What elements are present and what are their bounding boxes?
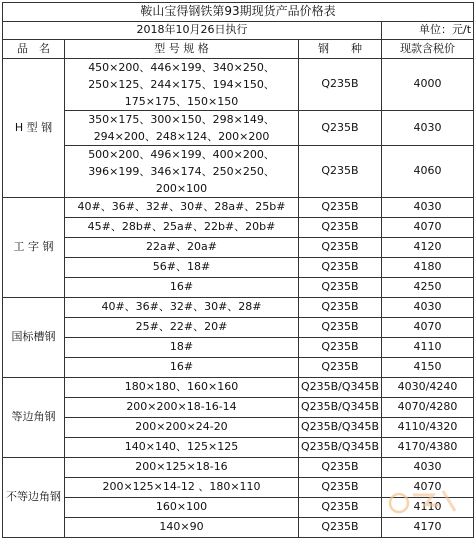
spec-line: 18# [169, 340, 194, 354]
header-category: 品 名 [3, 40, 65, 59]
price-cell: 4110 [382, 498, 474, 518]
spec-cell [65, 438, 299, 458]
grade-cell: Q235B [299, 358, 382, 378]
table-row [3, 398, 474, 418]
spec-cell [65, 298, 299, 318]
spec-cell [65, 498, 299, 518]
spec-cell [65, 338, 299, 358]
grade-cell: Q235B [299, 478, 382, 498]
category-name: 工 字 钢 [3, 198, 65, 298]
spec-cell [65, 198, 299, 218]
price-cell: 4110 [382, 338, 474, 358]
table-row [3, 418, 474, 438]
spec-line: 56#、18# [152, 260, 211, 274]
title-row [3, 3, 474, 22]
grade-cell: Q235B [299, 146, 382, 198]
spec-cell [65, 398, 299, 418]
header-row [3, 40, 474, 59]
spec-cell [65, 378, 299, 398]
grade-cell: Q235B [299, 218, 382, 238]
grade-cell: Q235B [299, 111, 382, 146]
price-cell: 4120 [382, 238, 474, 258]
price-cell: 4000 [382, 59, 474, 111]
spec-line: 40#、36#、32#、30#、28# [101, 300, 262, 314]
grade-cell: Q235B/Q345B [299, 418, 382, 438]
table-title: 鞍山宝得钢铁第93期现货产品价格表 [3, 3, 474, 22]
spec-cell [65, 238, 299, 258]
spec-cell [65, 478, 299, 498]
spec-cell [65, 218, 299, 238]
spec-line: 200×125×18-16 [135, 460, 228, 474]
spec-cell [65, 111, 299, 146]
grade-cell: Q235B [299, 298, 382, 318]
spec-line: 140×140、125×125 [124, 440, 239, 454]
price-cell: 4070/4280 [382, 398, 474, 418]
table-row [3, 258, 474, 278]
spec-cell [65, 458, 299, 478]
grade-cell: Q235B/Q345B [299, 398, 382, 418]
table-row [3, 146, 474, 198]
spec-cell [65, 278, 299, 298]
spec-line: 40#、36#、32#、30#、28a#、25b# [77, 200, 286, 214]
header-price: 现款含税价 [382, 40, 474, 59]
table-row [3, 111, 474, 146]
table-row [3, 218, 474, 238]
grade-cell: Q235B [299, 318, 382, 338]
spec-line: 175×175、150×150 [124, 95, 239, 108]
header-spec: 型 号 规 格 [65, 40, 299, 59]
price-cell: 4030 [382, 298, 474, 318]
spec-line: 396×199、346×174、250×250、 [88, 165, 275, 178]
spec-line: 450×200、446×199、340×250、 [88, 61, 275, 74]
spec-line: 180×180、160×160 [124, 380, 239, 394]
spec-cell [65, 418, 299, 438]
price-cell: 4110/4320 [382, 418, 474, 438]
spec-line: 140×90 [159, 520, 204, 534]
table-row [3, 59, 474, 111]
grade-cell: Q235B/Q345B [299, 438, 382, 458]
table-row [3, 198, 474, 218]
table-row [3, 498, 474, 518]
grade-cell: Q235B [299, 258, 382, 278]
spec-line: 250×125、244×175、194×150、 [88, 78, 275, 91]
price-cell: 4070 [382, 478, 474, 498]
price-cell: 4070 [382, 218, 474, 238]
price-cell: 4170/4380 [382, 438, 474, 458]
grade-cell: Q235B/Q345B [299, 378, 382, 398]
grade-cell: Q235B [299, 458, 382, 478]
category-name: 不等边角钢 [3, 458, 65, 538]
spec-line: 500×200、496×199、400×200、 [88, 148, 275, 161]
grade-cell: Q235B [299, 278, 382, 298]
spec-line: 294×200、248×124、200×200 [93, 130, 270, 143]
price-cell: 4030/4240 [382, 378, 474, 398]
price-cell: 4070 [382, 318, 474, 338]
spec-cell [65, 59, 299, 111]
table-row [3, 278, 474, 298]
table-row [3, 458, 474, 478]
price-cell: 4170 [382, 518, 474, 538]
table-row [3, 478, 474, 498]
price-cell: 4030 [382, 458, 474, 478]
unit-label: 单位：元/t [382, 22, 474, 40]
header-grade: 钢 种 [299, 40, 382, 59]
price-table [2, 2, 474, 538]
price-cell: 4150 [382, 358, 474, 378]
table-row [3, 338, 474, 358]
table-row [3, 358, 474, 378]
category-name: 国标槽钢 [3, 298, 65, 378]
effective-date: 2018年10月26日执行 [3, 22, 382, 40]
spec-line: 200×125×14-12 、180×110 [102, 480, 261, 494]
spec-line: 160×100 [155, 500, 208, 514]
category-name: 等边角钢 [3, 378, 65, 458]
grade-cell: Q235B [299, 198, 382, 218]
spec-cell [65, 358, 299, 378]
price-cell: 4180 [382, 258, 474, 278]
table-row [3, 438, 474, 458]
spec-line: 45#、28b#、25a#、22b#、20b# [87, 220, 276, 234]
meta-row [3, 22, 474, 40]
grade-cell: Q235B [299, 238, 382, 258]
price-cell: 4030 [382, 111, 474, 146]
price-cell: 4060 [382, 146, 474, 198]
spec-line: 200×200×18-16-14 [126, 400, 237, 414]
spec-line: 22a#、20a# [146, 240, 217, 254]
spec-line: 16# [169, 280, 194, 294]
spec-line: 25#、22#、20# [135, 320, 228, 334]
grade-cell: Q235B [299, 498, 382, 518]
spec-line: 200×100 [155, 182, 208, 195]
spec-line: 200×200×24-20 [135, 420, 228, 434]
spec-line: 16# [169, 360, 194, 374]
table-row [3, 298, 474, 318]
table-row [3, 318, 474, 338]
table-row [3, 238, 474, 258]
spec-line: 350×175、300×150、298×149、 [88, 113, 275, 126]
spec-cell [65, 146, 299, 198]
grade-cell: Q235B [299, 59, 382, 111]
price-cell: 4250 [382, 278, 474, 298]
grade-cell: Q235B [299, 338, 382, 358]
grade-cell: Q235B [299, 518, 382, 538]
spec-cell [65, 318, 299, 338]
table-row [3, 378, 474, 398]
category-name: H 型 钢 [3, 59, 65, 198]
price-cell: 4030 [382, 198, 474, 218]
spec-cell [65, 258, 299, 278]
